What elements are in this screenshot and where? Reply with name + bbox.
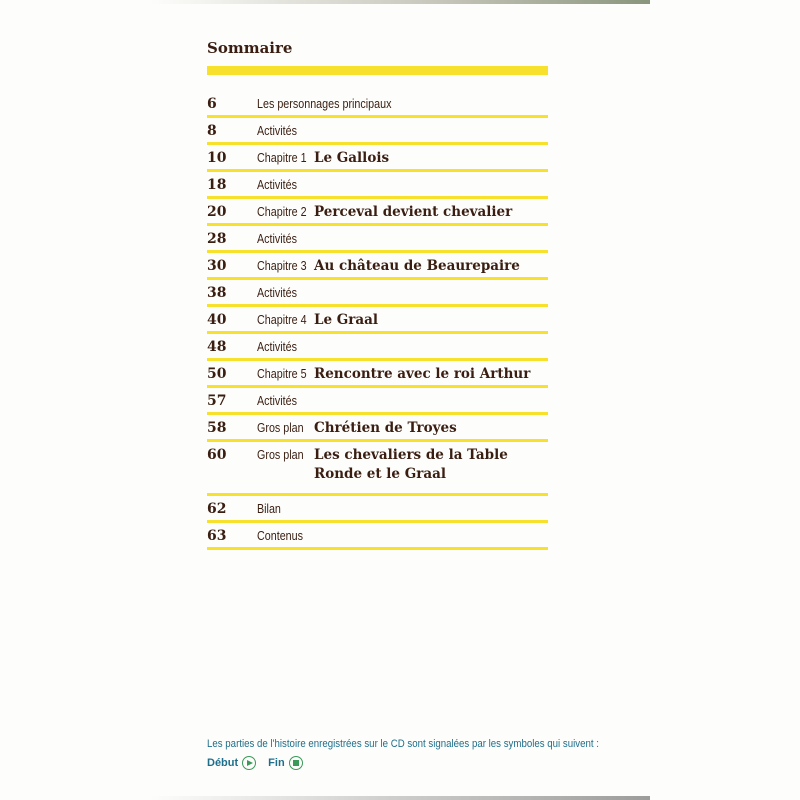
toc-page-number: 48 — [207, 339, 227, 355]
toc-row — [207, 253, 548, 280]
toc-chapter-title: Le Gallois — [314, 150, 390, 166]
toc-label: Chapitre 1 — [257, 151, 307, 165]
toc-label: Bilan — [257, 502, 281, 516]
play-circle-icon — [242, 756, 256, 770]
toc-label: Chapitre 5 — [257, 367, 307, 381]
toc-label: Activités — [257, 178, 298, 192]
toc-page-number: 38 — [207, 285, 227, 301]
toc-row — [207, 91, 548, 118]
toc-label: Activités — [257, 124, 298, 138]
toc-label: Chapitre 4 — [257, 313, 307, 327]
toc-row — [207, 496, 548, 523]
toc-label: Chapitre 3 — [257, 259, 307, 273]
toc-page-number: 6 — [207, 96, 217, 112]
toc-label: Activités — [257, 340, 298, 354]
end-label: Fin — [268, 757, 285, 769]
toc-page-number: 18 — [207, 177, 227, 193]
toc-row — [207, 172, 548, 199]
toc-chapter-title: Le Graal — [314, 312, 379, 328]
toc-row — [207, 307, 548, 334]
title-rule — [207, 66, 548, 75]
cd-note: Les parties de l'histoire enregistrées sur le CD sont signalées par les symboles qui suivent : — [207, 738, 599, 750]
toc-label: Activités — [257, 232, 298, 246]
toc-row — [207, 523, 548, 550]
toc-row — [207, 226, 548, 253]
toc-row — [207, 118, 548, 145]
toc-page-number: 20 — [207, 204, 227, 220]
toc-label: Contenus — [257, 529, 304, 543]
toc-page-number: 10 — [207, 150, 227, 166]
table-of-contents — [207, 91, 548, 550]
toc-page-number: 63 — [207, 528, 227, 544]
toc-row — [207, 442, 548, 496]
toc-page-number: 50 — [207, 366, 227, 382]
toc-row — [207, 199, 548, 226]
stop-circle-icon — [289, 756, 303, 770]
toc-page-number: 57 — [207, 393, 227, 409]
toc-label: Activités — [257, 286, 298, 300]
toc-chapter-title: Au château de Beaurepaire — [314, 258, 520, 274]
toc-chapter-title: Les chevaliers de la Table Ronde et le Graal — [314, 447, 508, 482]
toc-row — [207, 361, 548, 388]
toc-page-number: 40 — [207, 312, 227, 328]
toc-page-number: 28 — [207, 231, 227, 247]
cd-symbol-legend — [207, 756, 311, 770]
toc-label: Gros plan — [257, 448, 304, 462]
toc-label: Activités — [257, 394, 298, 408]
toc-page-number: 62 — [207, 501, 227, 517]
toc-page-number: 58 — [207, 420, 227, 436]
toc-chapter-title: Chrétien de Troyes — [314, 420, 457, 436]
page-edge-shadow — [150, 0, 650, 4]
toc-label: Chapitre 2 — [257, 205, 307, 219]
start-label: Début — [207, 757, 239, 769]
toc-label: Gros plan — [257, 421, 304, 435]
toc-row — [207, 334, 548, 361]
toc-row — [207, 280, 548, 307]
toc-chapter-title: Rencontre avec le roi Arthur — [314, 366, 531, 382]
toc-row — [207, 415, 548, 442]
toc-row — [207, 388, 548, 415]
page-edge-shadow-bottom — [150, 796, 650, 800]
page-title: Sommaire — [207, 39, 293, 57]
toc-page-number: 30 — [207, 258, 227, 274]
toc-row — [207, 145, 548, 172]
toc-chapter-title: Perceval devient chevalier — [314, 204, 513, 220]
toc-label: Les personnages principaux — [257, 97, 392, 111]
toc-page-number: 60 — [207, 447, 227, 463]
toc-page-number: 8 — [207, 123, 217, 139]
